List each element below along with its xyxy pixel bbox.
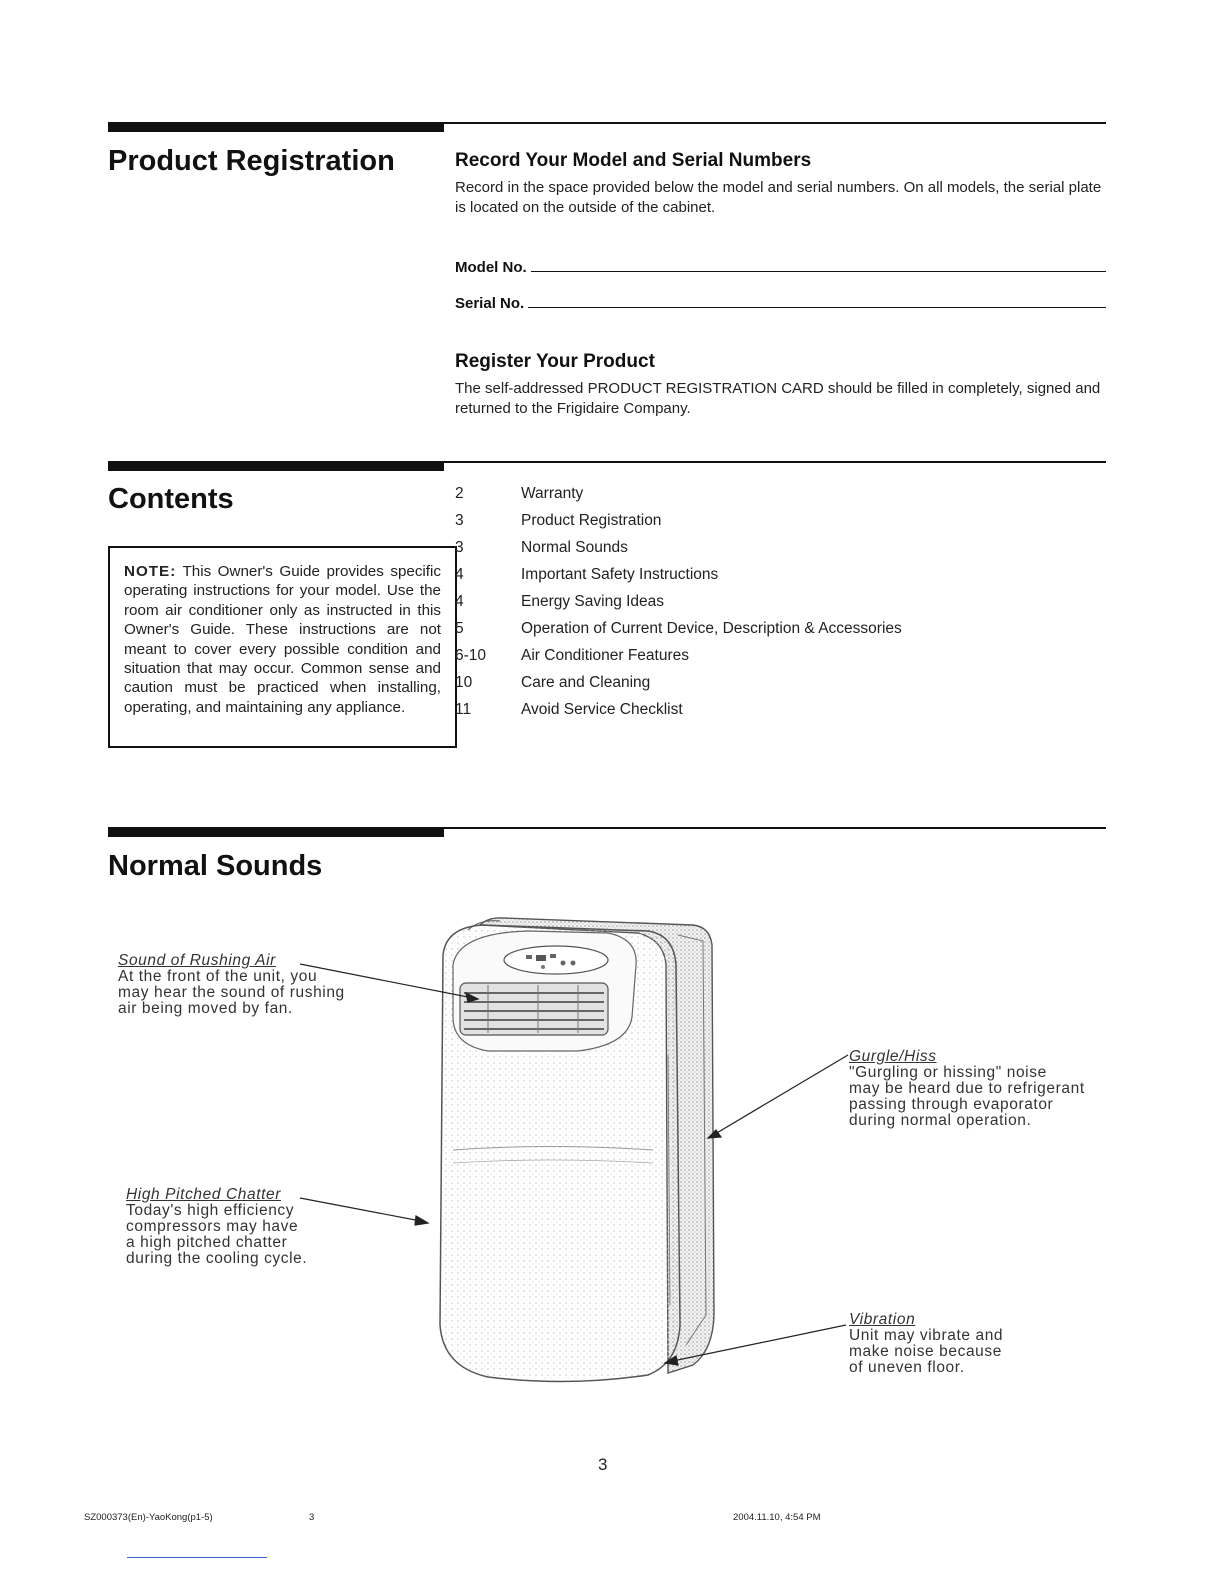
record-numbers-heading: Record Your Model and Serial Numbers [455,150,812,171]
serial-number-label: Serial No. [455,295,525,312]
contents-item[interactable] [455,644,902,671]
section-rule-thick [108,461,444,471]
callout-vibration [849,1312,1003,1376]
contents-page: 3 [455,539,464,556]
model-number-label: Model No. [455,259,527,276]
callout-line: At the front of the unit, you [118,968,318,985]
callout-line: passing through evaporator [849,1096,1054,1113]
owners-guide-note [108,546,457,748]
model-number-blank[interactable] [531,267,1106,272]
serial-number-field[interactable] [455,290,1106,312]
register-product-text: The self-addressed PRODUCT REGISTRATION CARD should be filled in completely, signed and returned to the Frigidaire Company. [455,380,1101,417]
page-number: 3 [598,1455,608,1474]
air-vent-grille [460,983,608,1035]
contents-page: 4 [455,593,464,610]
contents-page: 10 [455,674,473,691]
callout-line: air being moved by fan. [118,1000,293,1017]
note-text: This Owner's Guide provides specific operating instructions for your model. Use the room air conditioner only as instructed in this Owner's Guide. These instructions are not meant to cover every possible condition and situation that may occur. Common sense and caution must be practiced when installing, operating, and maintaining any appliance. [124,563,441,716]
callout-line: of uneven floor. [849,1359,965,1376]
register-product-heading: Register Your Product [455,351,655,372]
contents-list [455,482,902,725]
callout-line: during the cooling cycle. [126,1250,308,1267]
contents-label: Energy Saving Ideas [521,593,665,610]
callout-line: may hear the sound of rushing [118,984,345,1001]
contents-item[interactable] [455,563,902,590]
serial-number-blank[interactable] [528,303,1106,308]
contents-item[interactable] [455,617,902,644]
contents-label: Air Conditioner Features [521,647,689,664]
contents-label: Important Safety Instructions [521,566,719,583]
callout-line: "Gurgling or hissing" noise [849,1064,1047,1081]
contents-label: Product Registration [521,512,662,529]
callout-title: Sound of Rushing Air [118,952,276,969]
callout-title: High Pitched Chatter [126,1186,282,1203]
contents-page: 2 [455,485,464,502]
contents-page: 6-10 [455,647,487,664]
footer-blue-line [127,1557,267,1558]
contents-item[interactable] [455,671,902,698]
contents-page: 5 [455,620,464,637]
callout-gurgle-hiss [849,1049,1085,1129]
callout-high-pitched-chatter [126,1187,307,1267]
callout-title: Vibration [849,1311,916,1328]
contents-item[interactable] [455,698,902,725]
contents-item[interactable] [455,509,902,536]
callout-line: Today's high efficiency [126,1202,295,1219]
contents-page: 4 [455,566,464,583]
contents-label: Avoid Service Checklist [521,701,683,718]
contents-item[interactable] [455,482,902,509]
contents-label: Warranty [521,485,584,502]
contents-item[interactable] [455,590,902,617]
callout-title: Gurgle/Hiss [849,1048,937,1065]
section-title-contents: Contents [108,483,234,515]
callout-line: a high pitched chatter [126,1234,288,1251]
callout-line: may be heard due to refrigerant [849,1080,1085,1097]
footer-page: 3 [309,1512,315,1523]
contents-page: 11 [455,701,472,718]
callout-line: compressors may have [126,1218,299,1235]
contents-label: Care and Cleaning [521,674,651,691]
contents-page: 3 [455,512,464,529]
note-label: NOTE: [124,563,177,580]
section-rule-thick [108,122,444,132]
section-rule-thick [108,827,444,837]
section-title-registration: Product Registration [108,145,395,177]
contents-label: Operation of Current Device, Description & Accessories [521,620,902,637]
contents-label: Normal Sounds [521,539,628,556]
record-numbers-text: Record in the space provided below the model and serial numbers. On all models, the serial plate is located on the outside of the cabinet. [455,179,1102,216]
contents-item[interactable] [455,536,902,563]
callout-rushing-air [118,953,345,1017]
model-number-field[interactable] [455,254,1106,276]
callout-line: Unit may vibrate and [849,1327,1004,1344]
callout-line: make noise because [849,1343,1002,1360]
control-display [504,946,608,974]
footer-doc-code: SZ000373(En)-YaoKong(p1-5) [84,1512,213,1523]
section-title-normal-sounds: Normal Sounds [108,850,323,882]
footer-timestamp: 2004.11.10, 4:54 PM [733,1512,821,1523]
callout-line: during normal operation. [849,1112,1032,1129]
